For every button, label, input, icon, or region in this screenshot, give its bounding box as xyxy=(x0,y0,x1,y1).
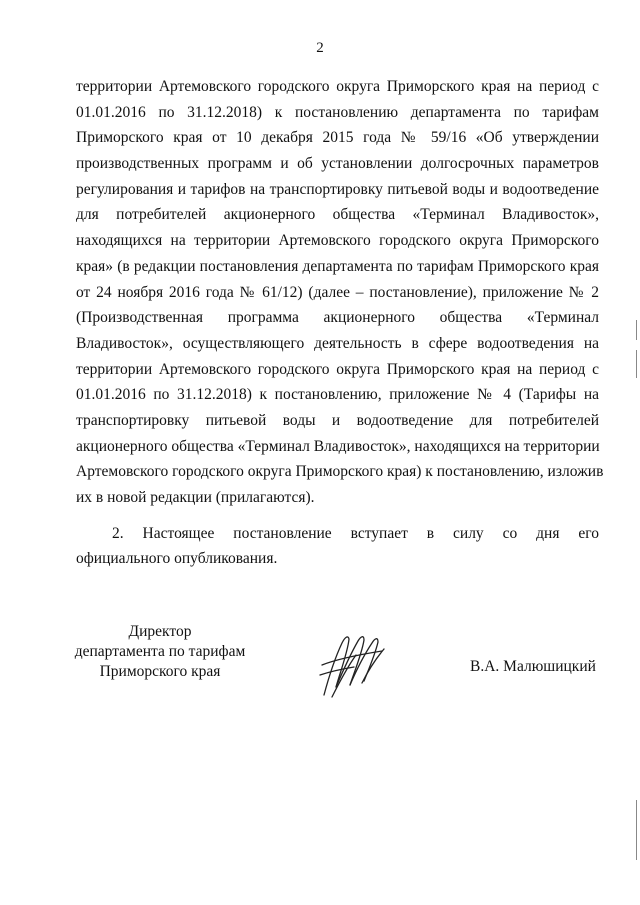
text-line: регулирования и тарифов на транспортировку питьевой воды и водоотведение xyxy=(76,180,599,198)
text-line: края» (в редакции постановления департамента по тарифам Приморского края xyxy=(76,257,599,275)
signer-title-line: Приморского края xyxy=(99,663,221,680)
paragraph-1 xyxy=(76,74,604,511)
signer-name: В.А. Малюшицкий xyxy=(470,658,596,675)
document-body xyxy=(76,74,604,572)
paragraph-gap xyxy=(76,511,599,521)
scan-edge-mark xyxy=(636,800,637,860)
signer-title-line: департамента по тарифам xyxy=(74,643,246,660)
signer-title xyxy=(60,622,260,682)
text-line: акционерного общества «Терминал Владивосток», находящихся на территории xyxy=(76,437,600,455)
text-line: Владивосток», осуществляющего деятельность в сфере водоотведения на xyxy=(76,334,599,352)
text-line: официального опубликования. xyxy=(76,550,278,568)
text-line: Приморского края от 10 декабря 2015 года № 59/16 «Об утверждении xyxy=(76,129,599,147)
text-line: производственных программ и об установлении долгосрочных параметров xyxy=(76,155,599,173)
text-line: их в новой редакции (прилагаются). xyxy=(76,489,315,506)
text-line: для потребителей акционерного общества «Терминал Владивосток», xyxy=(76,206,599,224)
paragraph-2 xyxy=(76,521,599,572)
signer-title-line: Директор xyxy=(128,623,192,640)
scan-edge-mark xyxy=(636,320,637,340)
text-line: находящихся на территории Артемовского городского округа Приморского xyxy=(76,232,599,250)
text-line: транспортировку питьевой воды и водоотведение для потребителей xyxy=(76,411,599,429)
text-line: от 24 ноября 2016 года № 61/12) (далее – постановление), приложение № 2 xyxy=(76,283,599,301)
text-line: (Производственная программа акционерного общества «Терминал xyxy=(76,309,599,327)
text-line: 01.01.2016 по 31.12.2018) к постановлению департамента по тарифам xyxy=(76,103,599,121)
scan-edge-mark xyxy=(636,350,637,378)
text-line: территории Артемовского городского округа Приморского края на период с xyxy=(76,78,599,95)
text-line: территории Артемовского городского округа Приморского края на период с xyxy=(76,360,599,378)
text-line: Артемовского городского округа Приморского края) к постановлению, изложив xyxy=(76,463,604,481)
text-line: 01.01.2016 по 31.12.2018) к постановлению, приложение № 4 (Тарифы на xyxy=(76,386,599,404)
page-number: 2 xyxy=(316,40,324,56)
handwritten-signature xyxy=(312,625,392,705)
text-line: 2. Настоящее постановление вступает в силу со дня его xyxy=(112,524,599,542)
